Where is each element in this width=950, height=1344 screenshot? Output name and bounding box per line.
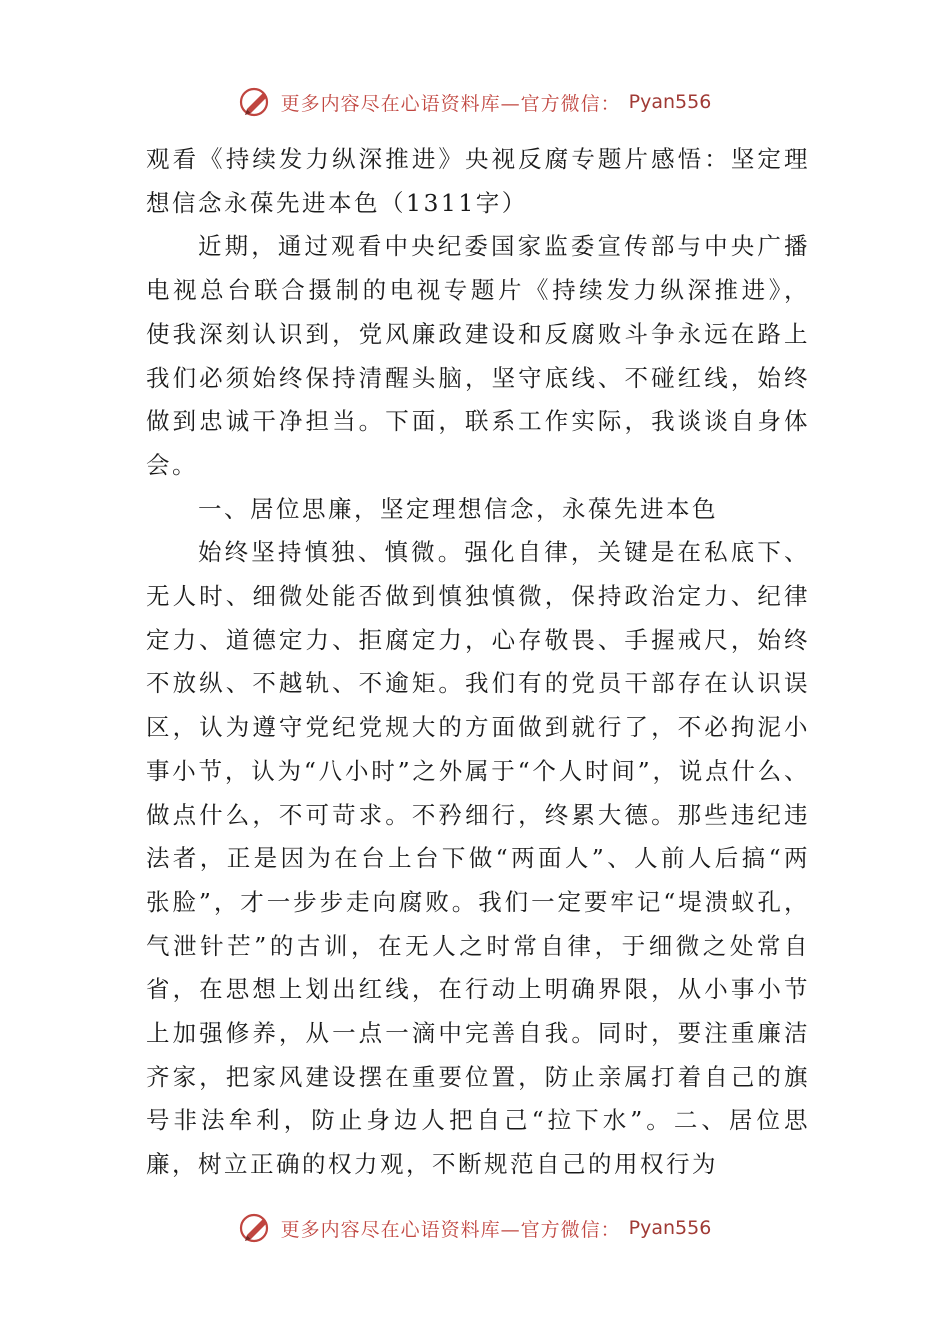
paragraph-intro: 近期，通过观看中央纪委国家监委宣传部与中央广播电视总台联合摄制的电视专题片《持续发力纵深推进》，使我深刻认识到，党风廉政建设和反腐败斗争永远在路上我们必须始终保持清醒头脑，坚守底线、不碰红线，始终做到忠诚干净担当。下面，联系工作实际，我谈谈自身体会。 [146,232,810,479]
pen-circle-logo-icon [239,1211,273,1245]
document-body [146,138,810,1187]
footer-banner [0,1208,950,1248]
section-heading-1: 一、居位思廉，坚定理想信念，永葆先进本色 [198,494,718,523]
pen-circle-logo-icon [239,85,273,119]
banner-text: 更多内容尽在心语资料库—官方微信： [280,1218,621,1241]
banner-wechat-id: Pyan556 [628,1217,712,1239]
banner-wechat-id: Pyan556 [628,91,712,113]
paragraph-body: 始终坚持慎独、慎微。强化自律，关键是在私底下、无人时、细微处能否做到慎独慎微，保持政治定力、纪律定力、道德定力、拒腐定力，心存敬畏、手握戒尺，始终不放纵、不越轨、不逾矩。我们有的党员干部存在认识误区，认为遵守党纪党规大的方面做到就行了，不必拘泥小事小节，认为“八小时”之外属于“个人时间”，说点什么、做点什么，不可苛求。不矜细行，终累大德。那些违纪违法者，正是因为在台上台下做“两面人”、人前人后搞“两张脸”，才一步步走向腐败。我们一定要牢记“堤溃蚁孔，气泄针芒”的古训，在无人之时常自律，于细微之处常自省，在思想上划出红线，在行动上明确界限，从小事小节上加强修养，从一点一滴中完善自我。同时，要注重廉洁齐家，把家风建设摆在重要位置，防止亲属打着自己的旗号非法牟利，防止身边人把自己“拉下水”。二、居位思廉，树立正确的权力观，不断规范自己的用权行为 [146,538,810,1179]
banner-text: 更多内容尽在心语资料库—官方微信： [280,92,621,115]
header-banner [0,82,950,122]
document-title: 观看《持续发力纵深推进》央视反腐专题片感悟：坚定理想信念永葆先进本色（1311字） [146,145,810,217]
